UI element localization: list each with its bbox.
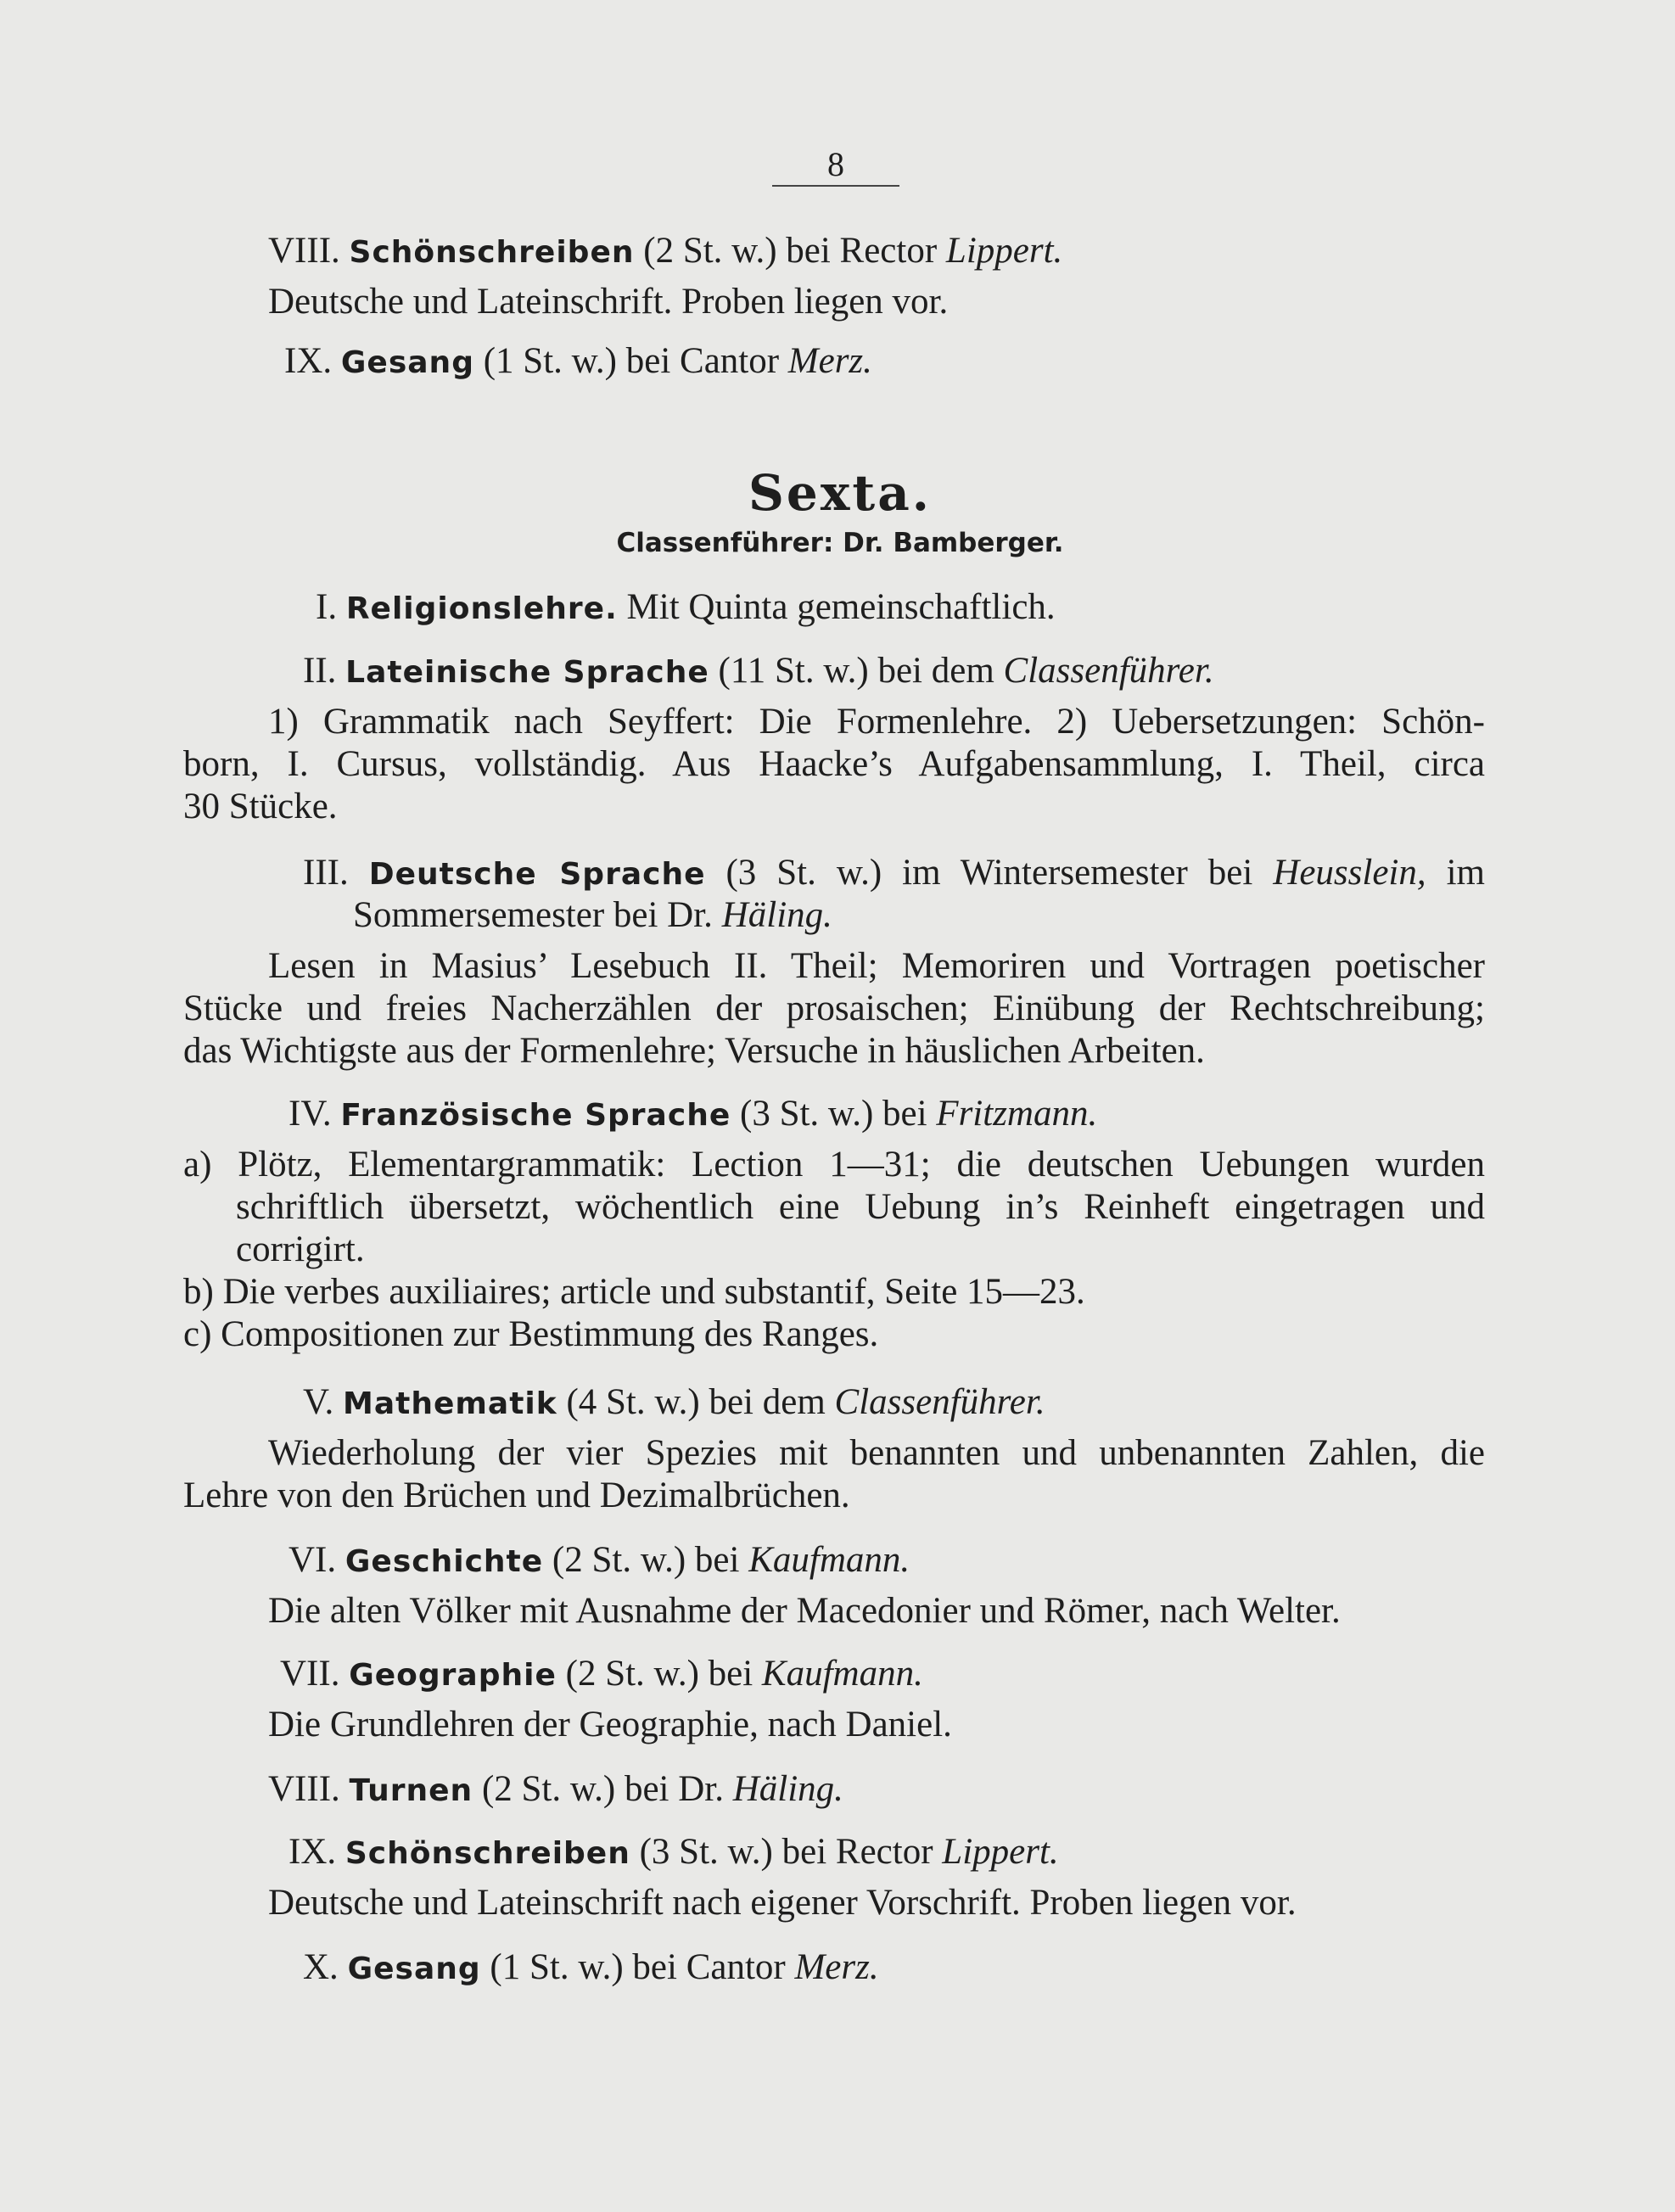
item-text: born, I. Cursus, vollständig. Aus Haacke’s Aufgabensammlung, I. Theil, circa [183, 744, 1485, 784]
section-subtitle: Classenführer: Dr. Bamberger. [616, 528, 1064, 558]
teacher-name: Häling. [721, 895, 832, 935]
item-text: schriftlich übersetzt, wöchentlich eine Uebung in’s Reinheft eingetragen und [236, 1187, 1485, 1227]
subject-name: Schönschreiben [345, 1836, 630, 1871]
teacher-name: Lippert. [942, 1832, 1059, 1872]
item-text: c) Compositionen zur Bestimmung des Ranges. [183, 1314, 879, 1354]
item-text: b) Die verbes auxiliaires; article und substantif, Seite 15—23. [183, 1272, 1085, 1312]
item-heading: V. Mathematik (4 St. w.) bei dem Classenführer. [303, 1382, 1045, 1422]
item-heading: I. Religionslehre. Mit Quinta gemeinschaftlich. [316, 587, 1056, 627]
teacher-name: Merz. [794, 1947, 879, 1987]
item-text: 30 Stücke. [183, 787, 338, 826]
subject-name: Gesang [340, 345, 474, 380]
item-text: Wiederholung der vier Spezies mit benannten und unbenannten Zahlen, die [268, 1433, 1485, 1473]
teacher-name: Classenführer. [834, 1382, 1045, 1422]
subject-name: Religionslehre. [345, 591, 618, 626]
item-heading: VII. Geographie (2 St. w.) bei Kaufmann. [280, 1654, 923, 1694]
teacher-name: Fritzmann. [936, 1094, 1098, 1134]
item-heading: VI. Geschichte (2 St. w.) bei Kaufmann. [289, 1540, 910, 1580]
item-heading: IX. Gesang (1 St. w.) bei Cantor Merz. [284, 341, 872, 381]
subject-name: Lateinische Sprache [345, 655, 709, 690]
page-number: 8 [827, 145, 844, 183]
item-heading: IV. Französische Sprache (3 St. w.) bei Fritzmann. [289, 1094, 1098, 1134]
item-text: Lehre von den Brüchen und Dezimalbrüchen. [183, 1476, 850, 1515]
item-heading: III. Deutsche Sprache (3 St. w.) im Wintersemester bei Heusslein, im [303, 853, 1486, 893]
subject-name: Geschichte [345, 1544, 544, 1579]
subject-name: Deutsche Sprache [368, 857, 706, 892]
subject-name: Geographie [349, 1658, 557, 1693]
item-text: a) Plötz, Elementargrammatik: Lection 1—31; die deutschen Uebungen wurden [183, 1145, 1485, 1184]
teacher-name: Merz. [787, 341, 872, 381]
item-text: Deutsche und Lateinschrift. Proben liegen vor. [268, 282, 949, 322]
subject-name: Französische Sprache [340, 1098, 731, 1133]
item-text: 1) Grammatik nach Seyffert: Die Formenlehre. 2) Uebersetzungen: Schön- [268, 702, 1485, 742]
subject-name: Gesang [347, 1952, 481, 1986]
item-text: Sommersemester bei Dr. Häling. [353, 895, 832, 935]
subject-name: Turnen [349, 1773, 473, 1808]
item-heading: II. Lateinische Sprache (11 St. w.) bei dem Classenführer. [303, 651, 1214, 691]
item-text: Stücke und freies Nacherzählen der prosaischen; Einübung der Rechtschreibung; [183, 988, 1485, 1028]
section-title: Sexta. [748, 464, 932, 522]
teacher-name: Kaufmann. [748, 1540, 910, 1580]
subject-name: Mathematik [343, 1386, 557, 1421]
item-text: Die alten Völker mit Ausnahme der Macedonier und Römer, nach Welter. [268, 1591, 1341, 1631]
teacher-name: Heusslein, [1273, 853, 1426, 893]
item-heading: VIII. Schönschreiben (2 St. w.) bei Rector Lippert. [268, 231, 1063, 271]
item-text: Deutsche und Lateinschrift nach eigener Vorschrift. Proben liegen vor. [268, 1883, 1297, 1923]
item-text: Die Grundlehren der Geographie, nach Daniel. [268, 1705, 952, 1744]
item-heading: X. Gesang (1 St. w.) bei Cantor Merz. [303, 1947, 879, 1987]
teacher-name: Häling. [732, 1769, 843, 1809]
teacher-name: Classenführer. [1003, 651, 1214, 691]
teacher-name: Lippert. [945, 231, 1063, 271]
item-text: das Wichtigste aus der Formenlehre; Versuche in häuslichen Arbeiten. [183, 1031, 1205, 1071]
item-text: corrigirt. [236, 1229, 365, 1269]
page-number-rule [772, 185, 899, 187]
item-text: Lesen in Masius’ Lesebuch II. Theil; Memoriren und Vortragen poetischer [268, 946, 1485, 986]
teacher-name: Kaufmann. [761, 1654, 923, 1694]
item-heading: IX. Schönschreiben (3 St. w.) bei Rector Lippert. [289, 1832, 1059, 1872]
subject-name: Schönschreiben [349, 235, 635, 270]
item-heading: VIII. Turnen (2 St. w.) bei Dr. Häling. [268, 1769, 843, 1809]
